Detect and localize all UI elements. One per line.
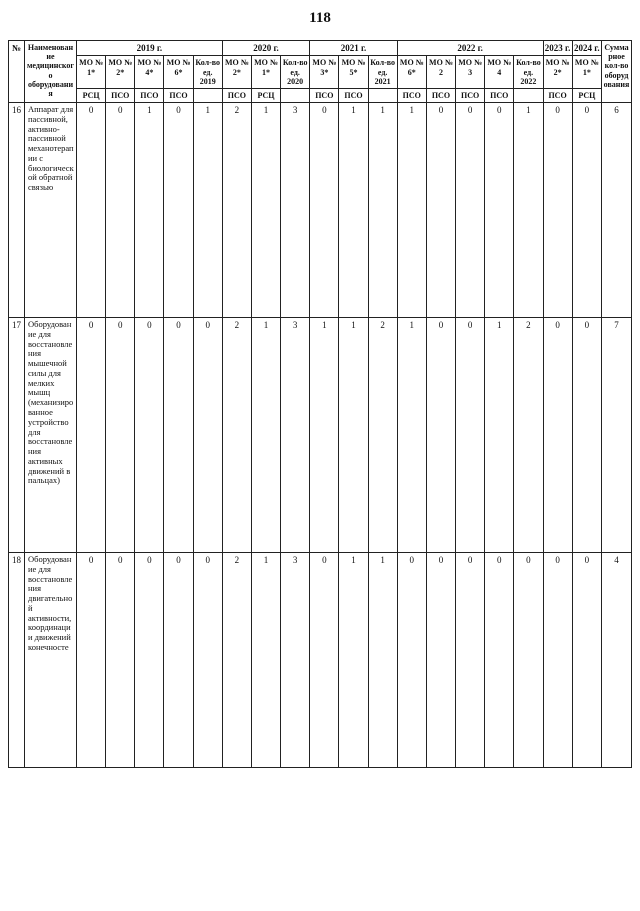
sub-2024-0: МО № 1*: [572, 56, 601, 89]
header-num: №: [9, 41, 25, 103]
header-row-years: [9, 41, 632, 56]
row-name: Аппарат для пассивной, активно-пассивной механотерапии с биологической обратной связью: [25, 103, 77, 318]
cell: 1: [193, 103, 222, 318]
type-2023-0: ПСО: [543, 88, 572, 102]
table-row: [9, 103, 632, 318]
cell: 0: [543, 553, 572, 768]
row-num: 18: [9, 553, 25, 768]
cell: 1: [310, 318, 339, 553]
cell: 1: [251, 103, 280, 318]
cell: 0: [106, 318, 135, 553]
type-2021-0: ПСО: [310, 88, 339, 102]
cell: 1: [397, 318, 426, 553]
cell: 0: [426, 553, 455, 768]
type-2022-2: ПСО: [456, 88, 485, 102]
cell: 0: [543, 318, 572, 553]
cell: 0: [164, 318, 193, 553]
type-2021-2: [368, 88, 397, 102]
type-2020-0: ПСО: [222, 88, 251, 102]
type-2022-3: ПСО: [485, 88, 514, 102]
cell: 1: [135, 103, 164, 318]
cell: 0: [164, 103, 193, 318]
cell: 0: [106, 553, 135, 768]
type-2020-2: [281, 88, 310, 102]
cell: 0: [485, 103, 514, 318]
cell: 1: [339, 103, 368, 318]
type-2022-0: ПСО: [397, 88, 426, 102]
cell: 0: [456, 553, 485, 768]
type-2022-4: [514, 88, 543, 102]
sub-2020-1: МО № 1*: [251, 56, 280, 89]
cell: 1: [514, 103, 543, 318]
type-2021-1: ПСО: [339, 88, 368, 102]
cell: 0: [193, 553, 222, 768]
cell: 1: [368, 553, 397, 768]
cell: 0: [456, 103, 485, 318]
cell: 1: [251, 553, 280, 768]
page-number: 118: [309, 10, 331, 26]
cell: 0: [572, 553, 601, 768]
header-name: Наименование медицинского оборудования: [25, 41, 77, 103]
header-row-mo: [9, 56, 632, 89]
cell: 0: [135, 318, 164, 553]
sub-2022-3: МО № 4: [485, 56, 514, 89]
type-2019-2: ПСО: [135, 88, 164, 102]
cell: 3: [281, 103, 310, 318]
cell: 3: [281, 553, 310, 768]
row-name: Оборудование для восстановления мышечной силы для мелких мышц (механизированное устройство для восстановления активных движений в пальцах): [25, 318, 77, 553]
header-2022: 2022 г.: [397, 41, 543, 56]
cell: 0: [397, 553, 426, 768]
cell: 0: [135, 553, 164, 768]
sub-2019-4: Кол-во ед. 2019: [193, 56, 222, 89]
row-total: 7: [602, 318, 632, 553]
header-2024: 2024 г.: [572, 41, 601, 56]
cell: 1: [251, 318, 280, 553]
cell: 2: [368, 318, 397, 553]
cell: 0: [426, 103, 455, 318]
cell: 0: [572, 103, 601, 318]
header-2020: 2020 г.: [222, 41, 309, 56]
row-num: 17: [9, 318, 25, 553]
row-total: 4: [602, 553, 632, 768]
row-total: 6: [602, 103, 632, 318]
sub-2021-2: Кол-во ед. 2021: [368, 56, 397, 89]
cell: 0: [485, 553, 514, 768]
cell: 0: [310, 553, 339, 768]
type-2019-1: ПСО: [106, 88, 135, 102]
equipment-table: [8, 40, 632, 768]
sub-2020-0: МО № 2*: [222, 56, 251, 89]
cell: 0: [77, 553, 106, 768]
header-2021: 2021 г.: [310, 41, 397, 56]
type-2022-1: ПСО: [426, 88, 455, 102]
sub-2022-0: МО № 6*: [397, 56, 426, 89]
header-row-type: [9, 88, 632, 102]
cell: 2: [222, 103, 251, 318]
table-row: [9, 318, 632, 553]
cell: 1: [339, 318, 368, 553]
cell: 0: [164, 553, 193, 768]
cell: 1: [368, 103, 397, 318]
cell: 0: [572, 318, 601, 553]
sub-2021-1: МО № 5*: [339, 56, 368, 89]
cell: 0: [106, 103, 135, 318]
cell: 0: [456, 318, 485, 553]
cell: 2: [514, 318, 543, 553]
row-num: 16: [9, 103, 25, 318]
sub-2019-2: МО № 4*: [135, 56, 164, 89]
cell: 0: [77, 318, 106, 553]
sub-2022-1: МО № 2: [426, 56, 455, 89]
cell: 0: [193, 318, 222, 553]
sub-2020-2: Кол-во ед. 2020: [281, 56, 310, 89]
cell: 2: [222, 553, 251, 768]
type-2019-3: ПСО: [164, 88, 193, 102]
header-2023: 2023 г.: [543, 41, 572, 56]
cell: 1: [339, 553, 368, 768]
cell: 1: [485, 318, 514, 553]
table-row: [9, 553, 632, 768]
row-name: Оборудование для восстановления двигательной активности, координации движений конечносте: [25, 553, 77, 768]
header-2019: 2019 г.: [77, 41, 223, 56]
cell: 0: [543, 103, 572, 318]
sub-2019-3: МО № 6*: [164, 56, 193, 89]
type-2024-0: РСЦ: [572, 88, 601, 102]
cell: 1: [397, 103, 426, 318]
sub-2022-2: МО № 3: [456, 56, 485, 89]
cell: 0: [514, 553, 543, 768]
type-2020-1: РСЦ: [251, 88, 280, 102]
cell: 0: [426, 318, 455, 553]
sub-2021-0: МО № 3*: [310, 56, 339, 89]
header-total: Суммарное кол-во оборудования: [602, 41, 632, 103]
sub-2019-0: МО № 1*: [77, 56, 106, 89]
sub-2023-0: МО № 2*: [543, 56, 572, 89]
sub-2022-4: Кол-во ед. 2022: [514, 56, 543, 89]
cell: 0: [77, 103, 106, 318]
cell: 0: [310, 103, 339, 318]
sub-2019-1: МО № 2*: [106, 56, 135, 89]
cell: 2: [222, 318, 251, 553]
cell: 3: [281, 318, 310, 553]
type-2019-4: [193, 88, 222, 102]
type-2019-0: РСЦ: [77, 88, 106, 102]
